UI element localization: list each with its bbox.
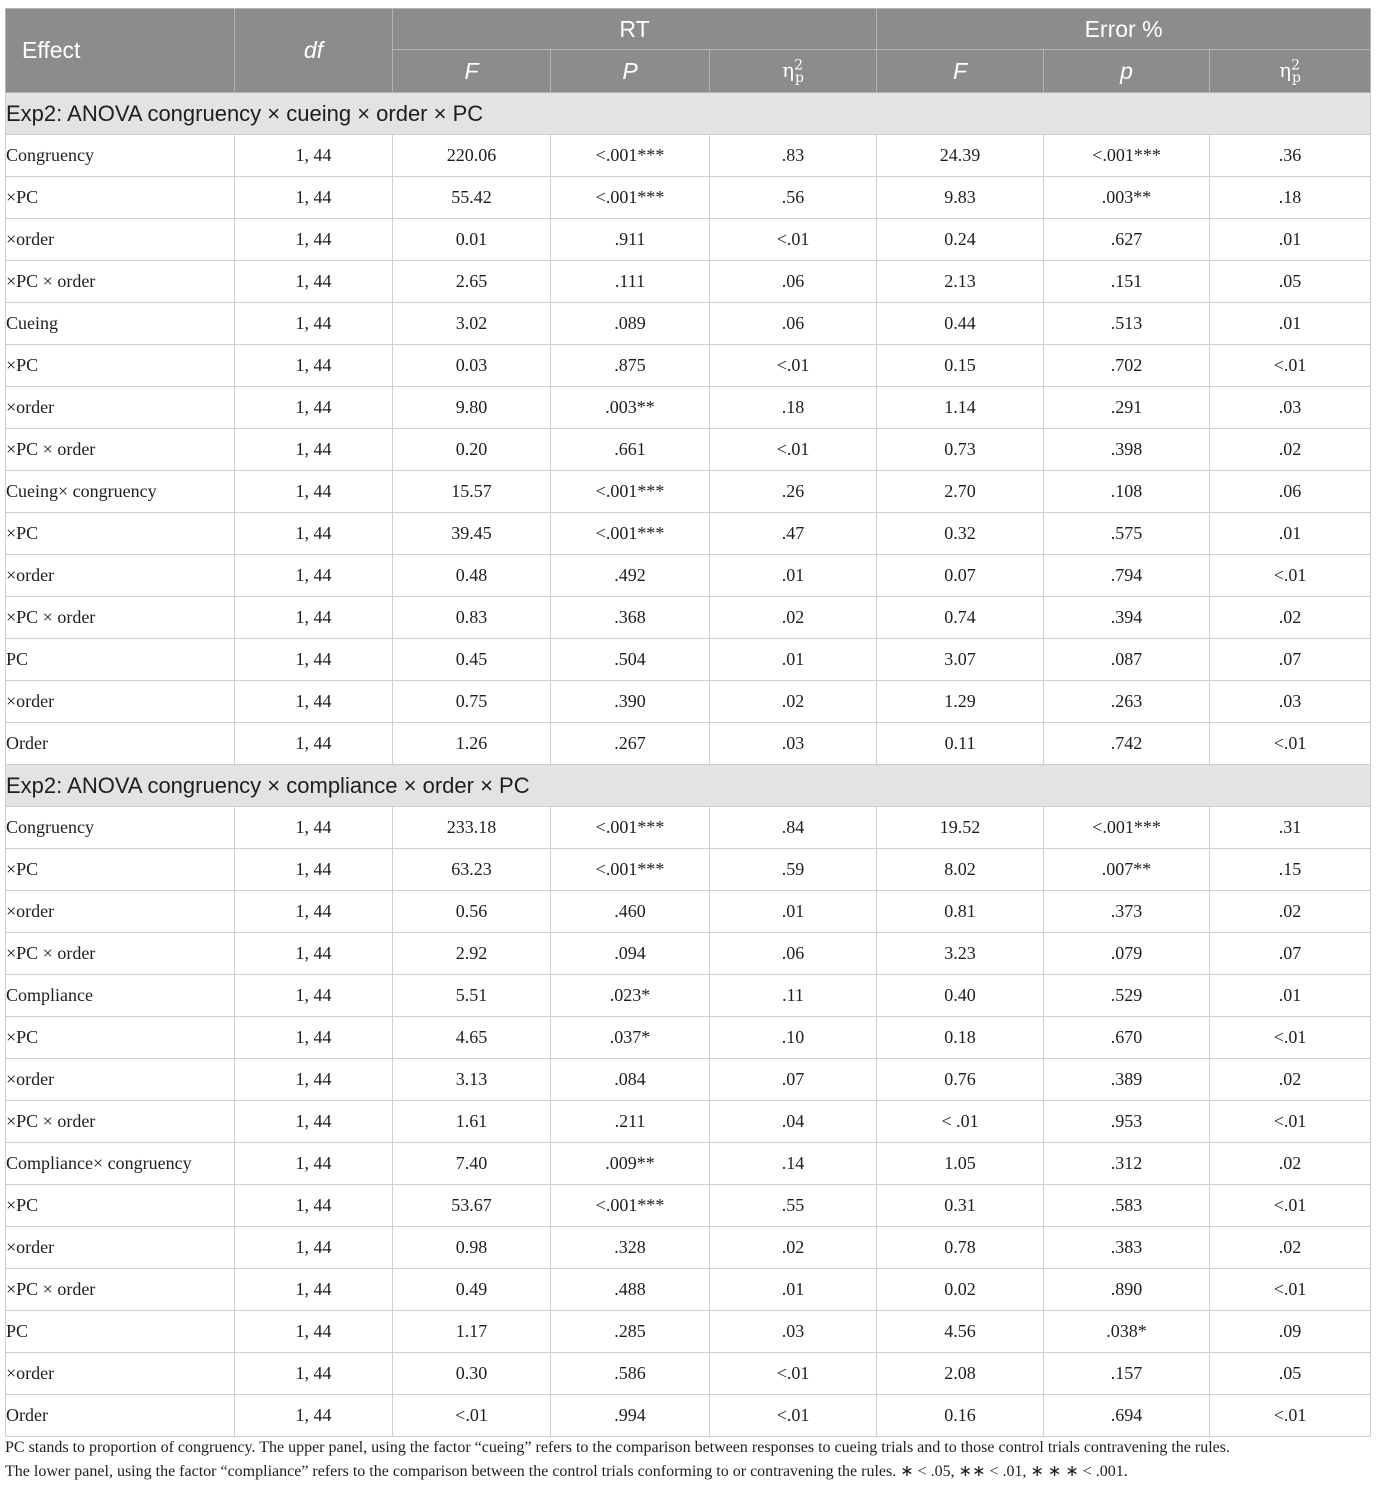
cell-rt-f: 0.01 <box>393 219 551 261</box>
cell-err-eta: .03 <box>1210 681 1371 723</box>
cell-rt-eta: .07 <box>710 1059 877 1101</box>
cell-effect: Congruency <box>6 135 235 177</box>
cell-err-eta: <.01 <box>1210 1269 1371 1311</box>
header-err-p: p <box>1044 50 1210 93</box>
cell-err-f: 8.02 <box>877 849 1044 891</box>
cell-err-p: .529 <box>1044 975 1210 1017</box>
cell-err-eta: .09 <box>1210 1311 1371 1353</box>
header-effect: Effect <box>6 9 235 93</box>
cell-err-f: 2.08 <box>877 1353 1044 1395</box>
table-row <box>6 1395 1371 1437</box>
cell-err-f: 0.31 <box>877 1185 1044 1227</box>
cell-err-f: 0.32 <box>877 513 1044 555</box>
cell-rt-eta: .18 <box>710 387 877 429</box>
cell-rt-p: <.001*** <box>551 177 710 219</box>
cell-err-f: 0.02 <box>877 1269 1044 1311</box>
cell-err-p: .003** <box>1044 177 1210 219</box>
cell-err-f: 19.52 <box>877 807 1044 849</box>
cell-rt-p: <.001*** <box>551 135 710 177</box>
table-row <box>6 1227 1371 1269</box>
cell-rt-eta: .02 <box>710 681 877 723</box>
cell-err-f: 0.76 <box>877 1059 1044 1101</box>
cell-rt-eta: .26 <box>710 471 877 513</box>
cell-effect: PC <box>6 1311 235 1353</box>
cell-rt-f: 63.23 <box>393 849 551 891</box>
cell-rt-p: .492 <box>551 555 710 597</box>
cell-effect: ×order <box>6 1353 235 1395</box>
cell-effect: ×order <box>6 555 235 597</box>
cell-err-f: 1.29 <box>877 681 1044 723</box>
cell-err-eta: <.01 <box>1210 1185 1371 1227</box>
cell-effect: ×PC <box>6 177 235 219</box>
cell-df: 1, 44 <box>235 303 393 345</box>
cell-rt-f: 4.65 <box>393 1017 551 1059</box>
cell-df: 1, 44 <box>235 1395 393 1437</box>
cell-err-f: 0.11 <box>877 723 1044 765</box>
cell-err-eta: .02 <box>1210 891 1371 933</box>
cell-effect: ×PC <box>6 1185 235 1227</box>
table-row <box>6 597 1371 639</box>
table-row <box>6 1017 1371 1059</box>
cell-err-eta: .01 <box>1210 219 1371 261</box>
table-row <box>6 219 1371 261</box>
cell-rt-p: <.001*** <box>551 513 710 555</box>
table-row <box>6 513 1371 555</box>
cell-effect: Order <box>6 1395 235 1437</box>
cell-rt-f: 2.92 <box>393 933 551 975</box>
cell-err-f: 24.39 <box>877 135 1044 177</box>
cell-err-p: .383 <box>1044 1227 1210 1269</box>
cell-effect: ×order <box>6 891 235 933</box>
footnote-line-1: PC stands to proportion of congruency. The upper panel, using the factor “cueing” refers to the comparison between responses to cueing trials and to those control trials contravening the rules. <box>5 1439 1230 1456</box>
cell-effect: Cueing× congruency <box>6 471 235 513</box>
cell-rt-p: .009** <box>551 1143 710 1185</box>
cell-rt-eta: <.01 <box>710 1353 877 1395</box>
cell-rt-eta: .59 <box>710 849 877 891</box>
cell-err-f: 3.23 <box>877 933 1044 975</box>
table-row <box>6 1311 1371 1353</box>
cell-err-p: .373 <box>1044 891 1210 933</box>
section-header <box>6 765 1371 807</box>
cell-err-p: .157 <box>1044 1353 1210 1395</box>
cell-effect: ×PC <box>6 345 235 387</box>
cell-rt-p: .089 <box>551 303 710 345</box>
cell-rt-eta: .03 <box>710 723 877 765</box>
cell-err-f: 0.16 <box>877 1395 1044 1437</box>
cell-rt-p: .504 <box>551 639 710 681</box>
cell-err-eta: .01 <box>1210 303 1371 345</box>
table-row <box>6 1185 1371 1227</box>
cell-err-f: 0.74 <box>877 597 1044 639</box>
cell-err-f: 2.70 <box>877 471 1044 513</box>
cell-err-f: 9.83 <box>877 177 1044 219</box>
cell-rt-p: <.001*** <box>551 849 710 891</box>
cell-err-f: 0.40 <box>877 975 1044 1017</box>
cell-rt-f: 15.57 <box>393 471 551 513</box>
cell-err-eta: .02 <box>1210 429 1371 471</box>
cell-rt-eta: <.01 <box>710 1395 877 1437</box>
table-row <box>6 849 1371 891</box>
cell-rt-p: .211 <box>551 1101 710 1143</box>
header-rt-f: F <box>393 50 551 93</box>
cell-err-eta: <.01 <box>1210 555 1371 597</box>
cell-effect: Congruency <box>6 807 235 849</box>
table-row <box>6 429 1371 471</box>
cell-rt-p: .037* <box>551 1017 710 1059</box>
cell-rt-eta: .01 <box>710 1269 877 1311</box>
cell-effect: ×order <box>6 681 235 723</box>
cell-err-f: 0.24 <box>877 219 1044 261</box>
cell-df: 1, 44 <box>235 135 393 177</box>
cell-rt-f: 220.06 <box>393 135 551 177</box>
cell-err-p: .079 <box>1044 933 1210 975</box>
table-header <box>6 9 1371 93</box>
cell-err-f: 0.15 <box>877 345 1044 387</box>
footnote-line-2: The lower panel, using the factor “compliance” refers to the comparison between the control trials conforming to or contravening the rules. ∗ < .05, ∗∗ < .01, ∗ ∗ ∗ < .001. <box>5 1463 1128 1480</box>
cell-err-f: 2.13 <box>877 261 1044 303</box>
cell-err-eta: .03 <box>1210 387 1371 429</box>
cell-df: 1, 44 <box>235 1269 393 1311</box>
cell-effect: ×PC × order <box>6 597 235 639</box>
cell-err-p: .312 <box>1044 1143 1210 1185</box>
table-row <box>6 681 1371 723</box>
cell-rt-eta: .02 <box>710 1227 877 1269</box>
cell-err-p: .389 <box>1044 1059 1210 1101</box>
table-row <box>6 1143 1371 1185</box>
table-row <box>6 891 1371 933</box>
cell-rt-p: .994 <box>551 1395 710 1437</box>
table-row <box>6 177 1371 219</box>
cell-err-f: < .01 <box>877 1101 1044 1143</box>
cell-effect: Compliance <box>6 975 235 1017</box>
cell-rt-eta: .04 <box>710 1101 877 1143</box>
cell-err-p: .513 <box>1044 303 1210 345</box>
cell-err-p: .087 <box>1044 639 1210 681</box>
cell-rt-f: 7.40 <box>393 1143 551 1185</box>
cell-rt-f: 0.49 <box>393 1269 551 1311</box>
cell-df: 1, 44 <box>235 387 393 429</box>
cell-effect: ×PC × order <box>6 261 235 303</box>
cell-df: 1, 44 <box>235 261 393 303</box>
cell-err-eta: .02 <box>1210 597 1371 639</box>
cell-df: 1, 44 <box>235 1227 393 1269</box>
cell-err-eta: <.01 <box>1210 1017 1371 1059</box>
cell-err-f: 0.78 <box>877 1227 1044 1269</box>
cell-rt-f: 39.45 <box>393 513 551 555</box>
cell-err-p: .670 <box>1044 1017 1210 1059</box>
cell-df: 1, 44 <box>235 177 393 219</box>
cell-df: 1, 44 <box>235 849 393 891</box>
cell-err-p: .398 <box>1044 429 1210 471</box>
cell-df: 1, 44 <box>235 723 393 765</box>
cell-df: 1, 44 <box>235 1017 393 1059</box>
cell-rt-eta: <.01 <box>710 429 877 471</box>
cell-rt-f: 1.61 <box>393 1101 551 1143</box>
cell-df: 1, 44 <box>235 891 393 933</box>
cell-rt-f: 1.26 <box>393 723 551 765</box>
cell-err-p: .291 <box>1044 387 1210 429</box>
table-row <box>6 1101 1371 1143</box>
table-footnote <box>5 1436 1373 1484</box>
cell-df: 1, 44 <box>235 1101 393 1143</box>
cell-err-eta: <.01 <box>1210 1101 1371 1143</box>
cell-err-f: 0.18 <box>877 1017 1044 1059</box>
cell-df: 1, 44 <box>235 1311 393 1353</box>
cell-err-eta: .01 <box>1210 513 1371 555</box>
cell-df: 1, 44 <box>235 933 393 975</box>
cell-rt-f: 233.18 <box>393 807 551 849</box>
cell-err-eta: .36 <box>1210 135 1371 177</box>
cell-df: 1, 44 <box>235 1059 393 1101</box>
cell-err-eta: .15 <box>1210 849 1371 891</box>
cell-df: 1, 44 <box>235 1185 393 1227</box>
cell-effect: ×PC <box>6 1017 235 1059</box>
cell-err-eta: .31 <box>1210 807 1371 849</box>
cell-df: 1, 44 <box>235 639 393 681</box>
cell-rt-eta: .56 <box>710 177 877 219</box>
cell-df: 1, 44 <box>235 429 393 471</box>
cell-rt-p: .390 <box>551 681 710 723</box>
cell-rt-f: 0.20 <box>393 429 551 471</box>
cell-rt-p: .460 <box>551 891 710 933</box>
cell-err-f: 1.05 <box>877 1143 1044 1185</box>
cell-err-eta: .05 <box>1210 261 1371 303</box>
cell-rt-p: .003** <box>551 387 710 429</box>
cell-rt-eta: .01 <box>710 639 877 681</box>
cell-err-eta: <.01 <box>1210 345 1371 387</box>
cell-effect: Cueing <box>6 303 235 345</box>
header-rt-eta: $\eta^2_p$ <box>710 50 877 93</box>
cell-rt-p: .267 <box>551 723 710 765</box>
section-title: Exp2: ANOVA congruency × compliance × order × PC <box>6 765 1371 807</box>
cell-effect: ×PC <box>6 513 235 555</box>
cell-err-f: 1.14 <box>877 387 1044 429</box>
cell-err-f: 0.81 <box>877 891 1044 933</box>
cell-rt-f: 0.56 <box>393 891 551 933</box>
cell-effect: ×order <box>6 219 235 261</box>
section-header <box>6 93 1371 135</box>
cell-err-f: 0.73 <box>877 429 1044 471</box>
cell-df: 1, 44 <box>235 1353 393 1395</box>
cell-effect: ×PC × order <box>6 1269 235 1311</box>
cell-rt-p: .111 <box>551 261 710 303</box>
cell-df: 1, 44 <box>235 1143 393 1185</box>
cell-rt-eta: .06 <box>710 261 877 303</box>
cell-err-f: 4.56 <box>877 1311 1044 1353</box>
cell-rt-p: .285 <box>551 1311 710 1353</box>
cell-rt-eta: .83 <box>710 135 877 177</box>
cell-err-eta: .07 <box>1210 639 1371 681</box>
cell-rt-eta: .55 <box>710 1185 877 1227</box>
cell-rt-eta: .01 <box>710 555 877 597</box>
cell-df: 1, 44 <box>235 345 393 387</box>
cell-err-eta: .01 <box>1210 975 1371 1017</box>
cell-rt-eta: .11 <box>710 975 877 1017</box>
cell-effect: ×PC × order <box>6 933 235 975</box>
cell-rt-eta: <.01 <box>710 219 877 261</box>
header-error: Error % <box>877 9 1371 50</box>
table-row <box>6 933 1371 975</box>
table-row <box>6 1059 1371 1101</box>
cell-err-p: .575 <box>1044 513 1210 555</box>
header-err-eta: $\eta^2_p$ <box>1210 50 1371 93</box>
header-err-f: F <box>877 50 1044 93</box>
cell-rt-eta: .06 <box>710 303 877 345</box>
cell-rt-f: 2.65 <box>393 261 551 303</box>
cell-rt-p: .328 <box>551 1227 710 1269</box>
cell-rt-f: 0.83 <box>393 597 551 639</box>
cell-err-eta: .02 <box>1210 1143 1371 1185</box>
cell-err-p: .007** <box>1044 849 1210 891</box>
cell-effect: ×PC × order <box>6 429 235 471</box>
table-row <box>6 723 1371 765</box>
cell-err-eta: .06 <box>1210 471 1371 513</box>
cell-rt-eta: .47 <box>710 513 877 555</box>
table-row <box>6 387 1371 429</box>
header-rt: RT <box>393 9 877 50</box>
cell-err-p: .394 <box>1044 597 1210 639</box>
cell-rt-f: 0.98 <box>393 1227 551 1269</box>
anova-table <box>5 8 1371 1437</box>
cell-rt-eta: .14 <box>710 1143 877 1185</box>
cell-rt-f: 0.48 <box>393 555 551 597</box>
cell-err-f: 3.07 <box>877 639 1044 681</box>
cell-rt-f: <.01 <box>393 1395 551 1437</box>
cell-df: 1, 44 <box>235 807 393 849</box>
table-row <box>6 975 1371 1017</box>
cell-rt-eta: <.01 <box>710 345 877 387</box>
cell-err-eta: <.01 <box>1210 1395 1371 1437</box>
cell-err-p: .627 <box>1044 219 1210 261</box>
cell-rt-p: <.001*** <box>551 807 710 849</box>
cell-effect: Compliance× congruency <box>6 1143 235 1185</box>
cell-rt-f: 5.51 <box>393 975 551 1017</box>
cell-rt-f: 0.45 <box>393 639 551 681</box>
cell-err-p: .742 <box>1044 723 1210 765</box>
cell-effect: ×PC × order <box>6 1101 235 1143</box>
cell-rt-p: .875 <box>551 345 710 387</box>
table-row <box>6 471 1371 513</box>
cell-err-p: <.001*** <box>1044 135 1210 177</box>
table-body <box>6 93 1371 1437</box>
cell-rt-f: 3.13 <box>393 1059 551 1101</box>
cell-rt-eta: .06 <box>710 933 877 975</box>
table-row <box>6 555 1371 597</box>
cell-err-p: .583 <box>1044 1185 1210 1227</box>
cell-df: 1, 44 <box>235 975 393 1017</box>
cell-df: 1, 44 <box>235 471 393 513</box>
cell-err-eta: .02 <box>1210 1227 1371 1269</box>
cell-rt-p: .661 <box>551 429 710 471</box>
cell-df: 1, 44 <box>235 597 393 639</box>
header-rt-p: P <box>551 50 710 93</box>
table-row <box>6 1269 1371 1311</box>
cell-err-eta: .07 <box>1210 933 1371 975</box>
cell-rt-p: .586 <box>551 1353 710 1395</box>
cell-rt-p: .488 <box>551 1269 710 1311</box>
section-title: Exp2: ANOVA congruency × cueing × order × PC <box>6 93 1371 135</box>
cell-rt-f: 0.03 <box>393 345 551 387</box>
table-row <box>6 303 1371 345</box>
cell-effect: PC <box>6 639 235 681</box>
cell-rt-f: 1.17 <box>393 1311 551 1353</box>
cell-rt-f: 0.30 <box>393 1353 551 1395</box>
cell-rt-eta: .02 <box>710 597 877 639</box>
cell-err-p: .108 <box>1044 471 1210 513</box>
cell-effect: ×order <box>6 1059 235 1101</box>
table-row <box>6 1353 1371 1395</box>
cell-df: 1, 44 <box>235 219 393 261</box>
cell-err-eta: .05 <box>1210 1353 1371 1395</box>
cell-err-eta: .18 <box>1210 177 1371 219</box>
cell-df: 1, 44 <box>235 681 393 723</box>
cell-err-p: .953 <box>1044 1101 1210 1143</box>
cell-rt-f: 0.75 <box>393 681 551 723</box>
table-row <box>6 135 1371 177</box>
cell-rt-p: .368 <box>551 597 710 639</box>
cell-rt-p: <.001*** <box>551 471 710 513</box>
cell-effect: ×PC <box>6 849 235 891</box>
cell-rt-eta: .03 <box>710 1311 877 1353</box>
cell-rt-f: 3.02 <box>393 303 551 345</box>
cell-err-eta: .02 <box>1210 1059 1371 1101</box>
table-row <box>6 639 1371 681</box>
cell-rt-p: <.001*** <box>551 1185 710 1227</box>
cell-effect: ×order <box>6 387 235 429</box>
cell-err-p: .794 <box>1044 555 1210 597</box>
cell-err-p: .263 <box>1044 681 1210 723</box>
cell-err-eta: <.01 <box>1210 723 1371 765</box>
table-row <box>6 261 1371 303</box>
cell-df: 1, 44 <box>235 513 393 555</box>
cell-rt-p: .911 <box>551 219 710 261</box>
cell-rt-f: 53.67 <box>393 1185 551 1227</box>
cell-err-p: .038* <box>1044 1311 1210 1353</box>
cell-err-p: <.001*** <box>1044 807 1210 849</box>
cell-err-f: 0.07 <box>877 555 1044 597</box>
cell-rt-eta: .01 <box>710 891 877 933</box>
cell-effect: ×order <box>6 1227 235 1269</box>
cell-rt-f: 9.80 <box>393 387 551 429</box>
cell-rt-p: .084 <box>551 1059 710 1101</box>
header-df: df <box>235 9 393 93</box>
cell-df: 1, 44 <box>235 555 393 597</box>
cell-rt-p: .094 <box>551 933 710 975</box>
cell-rt-eta: .84 <box>710 807 877 849</box>
cell-err-p: .694 <box>1044 1395 1210 1437</box>
cell-effect: Order <box>6 723 235 765</box>
table-row <box>6 807 1371 849</box>
cell-err-f: 0.44 <box>877 303 1044 345</box>
cell-rt-f: 55.42 <box>393 177 551 219</box>
cell-rt-eta: .10 <box>710 1017 877 1059</box>
cell-err-p: .702 <box>1044 345 1210 387</box>
cell-err-p: .151 <box>1044 261 1210 303</box>
table-row <box>6 345 1371 387</box>
cell-err-p: .890 <box>1044 1269 1210 1311</box>
cell-rt-p: .023* <box>551 975 710 1017</box>
